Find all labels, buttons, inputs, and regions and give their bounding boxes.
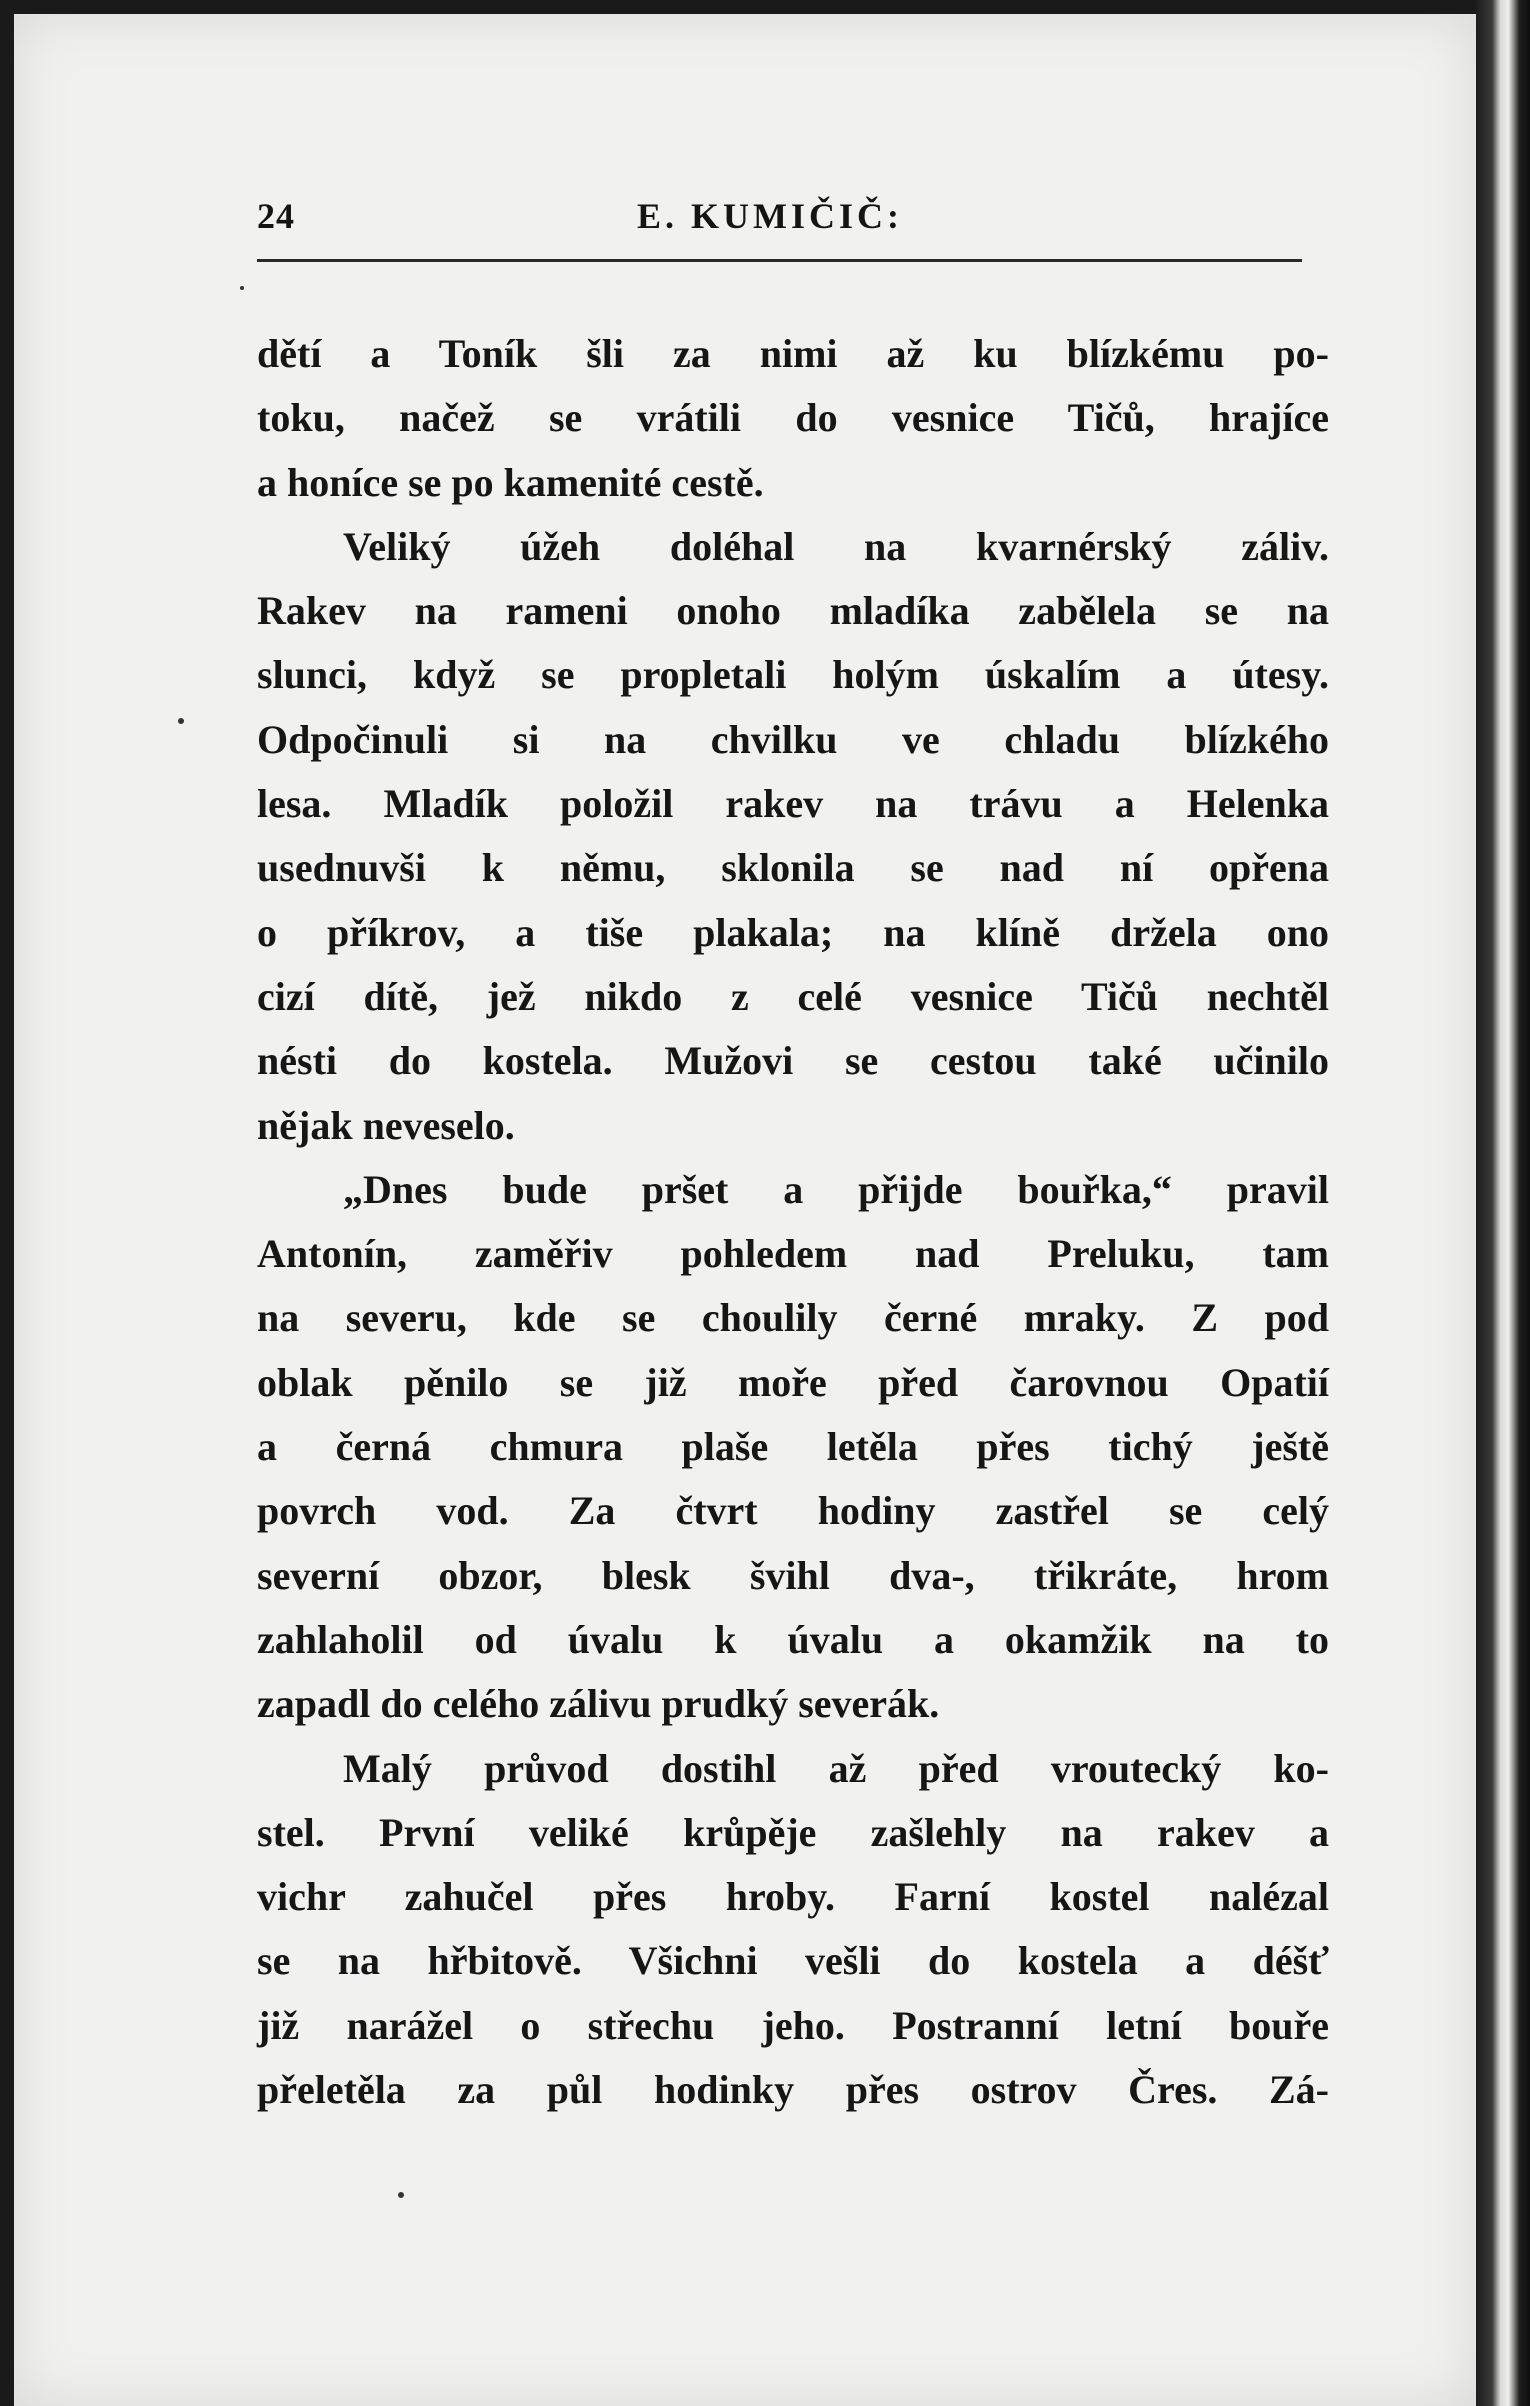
text-line: se na hřbitově. Všichni vešli do kostela a déšť <box>257 1938 1329 1984</box>
scan-speck <box>178 718 184 724</box>
text-line: nějak neveselo. <box>257 1102 515 1148</box>
text-line: již narážel o střechu jeho. Postranní letní bouře <box>257 2002 1329 2048</box>
text-line: a černá chmura plaše letěla přes tichý ještě <box>257 1424 1329 1470</box>
text-line: zapadl do celého zálivu prudký severák. <box>257 1681 940 1727</box>
body-text <box>257 322 1329 2122</box>
text-line: lesa. Mladík položil rakev na trávu a Helenka <box>257 781 1329 827</box>
header-rule <box>257 259 1302 262</box>
text-line: stel. První veliké krůpěje zašlehly na rakev a <box>257 1809 1329 1855</box>
text-line: toku, načež se vrátili do vesnice Tičů, hrajíce <box>257 395 1329 441</box>
text-line: Rakev na rameni onoho mladíka zabělela se na <box>257 588 1329 634</box>
scan-speck <box>240 286 244 290</box>
text-line: zahlaholil od úvalu k úvalu a okamžik na to <box>257 1616 1329 1662</box>
text-line: přeletěla za půl hodinky přes ostrov Čres. Zá- <box>257 2067 1329 2113</box>
text-line: povrch vod. Za čtvrt hodiny zastřel se celý <box>257 1488 1329 1534</box>
running-head-author: E. KUMIČIČ: <box>637 196 903 236</box>
text-line: Veliký úžeh doléhal na kvarnérský záliv. <box>343 523 1329 569</box>
text-line: slunci, když se propletali holým úskalím a útesy. <box>257 652 1329 698</box>
text-line: dětí a Toník šli za nimi až ku blízkému po- <box>257 331 1329 376</box>
page-header <box>257 195 1302 255</box>
text-line: cizí dítě, jež nikdo z celé vesnice Tičů nechtěl <box>257 973 1329 1019</box>
text-line: „Dnes bude pršet a přijde bouřka,“ pravil <box>343 1166 1329 1212</box>
text-line: oblak pěnilo se již moře před čarovnou Opatií <box>257 1359 1329 1405</box>
text-line: nésti do kostela. Mužovi se cestou také učinilo <box>257 1038 1329 1084</box>
text-line: a honíce se po kamenité cestě. <box>257 459 764 505</box>
text-line: o příkrov, a tiše plakala; na klíně držela ono <box>257 909 1329 955</box>
text-line: severní obzor, blesk švihl dva-, třikráte, hrom <box>257 1552 1329 1598</box>
book-spine-edge <box>1476 0 1530 2406</box>
text-line: vichr zahučel přes hroby. Farní kostel nalézal <box>257 1874 1329 1920</box>
scan-speck <box>398 2192 404 2198</box>
text-line: usednuvši k němu, sklonila se nad ní opřena <box>257 845 1329 891</box>
text-line: na severu, kde se choulily černé mraky. Z pod <box>257 1295 1329 1341</box>
page-number: 24 <box>257 196 295 236</box>
text-line: Odpočinuli si na chvilku ve chladu blízkého <box>257 716 1329 762</box>
text-line: Malý průvod dostihl až před vroutecký ko- <box>343 1745 1329 1791</box>
text-line: Antonín, zaměřiv pohledem nad Preluku, tam <box>257 1231 1329 1277</box>
